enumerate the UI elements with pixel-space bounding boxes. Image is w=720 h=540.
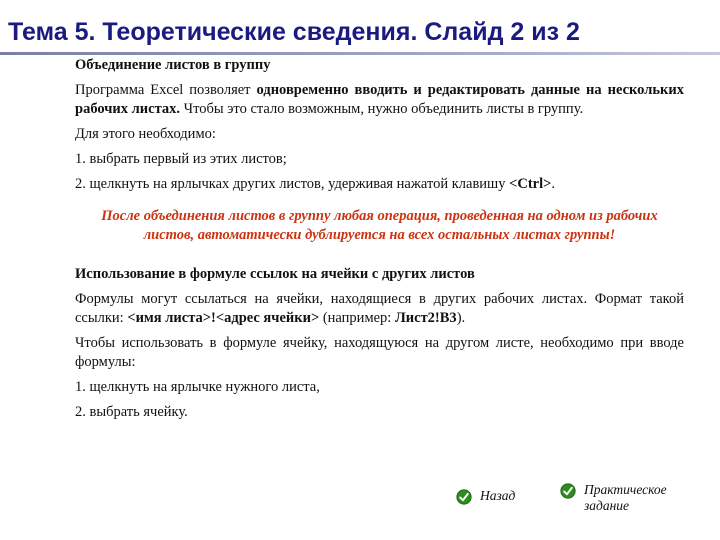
section1-heading: Объединение листов в группу: [75, 57, 271, 73]
reference-example: Лист2!B3: [394, 310, 457, 326]
section1-text-a: Программа Excel позволяет: [75, 82, 257, 98]
reference-format: <имя листа>!<адрес ячейки>: [127, 310, 320, 326]
section1-step2: [75, 175, 684, 194]
section2-text-a: Формулы могут ссылаться на ячейки, находящиеся в других рабочих листах. Формат такой ссылки:: [75, 291, 684, 326]
section1-step2-end: .: [551, 176, 556, 192]
title-underline: [0, 52, 720, 55]
section2-text-b: (например:: [319, 310, 395, 326]
green-arrow-icon: [456, 489, 472, 505]
section1-paragraph: [75, 81, 684, 119]
section1-step2-text: 2. щелкнуть на ярлычках других листов, удерживая нажатой клавишу: [75, 176, 510, 192]
slide-content: [75, 56, 684, 428]
group-note: После объединения листов в группу любая операция, проведенная на одном из рабочих листов, автоматически дублируется на всех остальных листах группы!: [101, 208, 658, 243]
practice-label: Практическое задание: [584, 482, 667, 513]
section2-paragraph: [75, 290, 684, 328]
green-arrow-icon: [560, 483, 576, 499]
section2-text-c: ).: [456, 310, 466, 326]
back-label: Назад: [480, 488, 516, 503]
practice-task-button[interactable]: [560, 482, 700, 514]
section1-intro: Для этого необходимо:: [75, 126, 216, 142]
section1-emphasis: одновременно вводить и редактировать данные на нескольких рабочих листах.: [75, 82, 684, 117]
section1-step1: 1. выбрать первый из этих листов;: [75, 151, 287, 167]
ctrl-key: <Ctrl>: [509, 176, 552, 192]
back-button[interactable]: [456, 488, 515, 505]
section2-intro: Чтобы использовать в формуле ячейку, находящуюся на другом листе, необходимо при вводе формулы:: [75, 335, 684, 370]
section2-step1: 1. щелкнуть на ярлычке нужного листа,: [75, 379, 320, 395]
section2-step2: 2. выбрать ячейку.: [75, 404, 188, 420]
section1-text-c: Чтобы это стало возможным, нужно объединить листы в группу.: [180, 101, 584, 117]
page-title: Тема 5. Теоретические сведения. Слайд 2 из 2: [8, 18, 580, 46]
section2-heading: Использование в формуле ссылок на ячейки с других листов: [75, 266, 475, 282]
